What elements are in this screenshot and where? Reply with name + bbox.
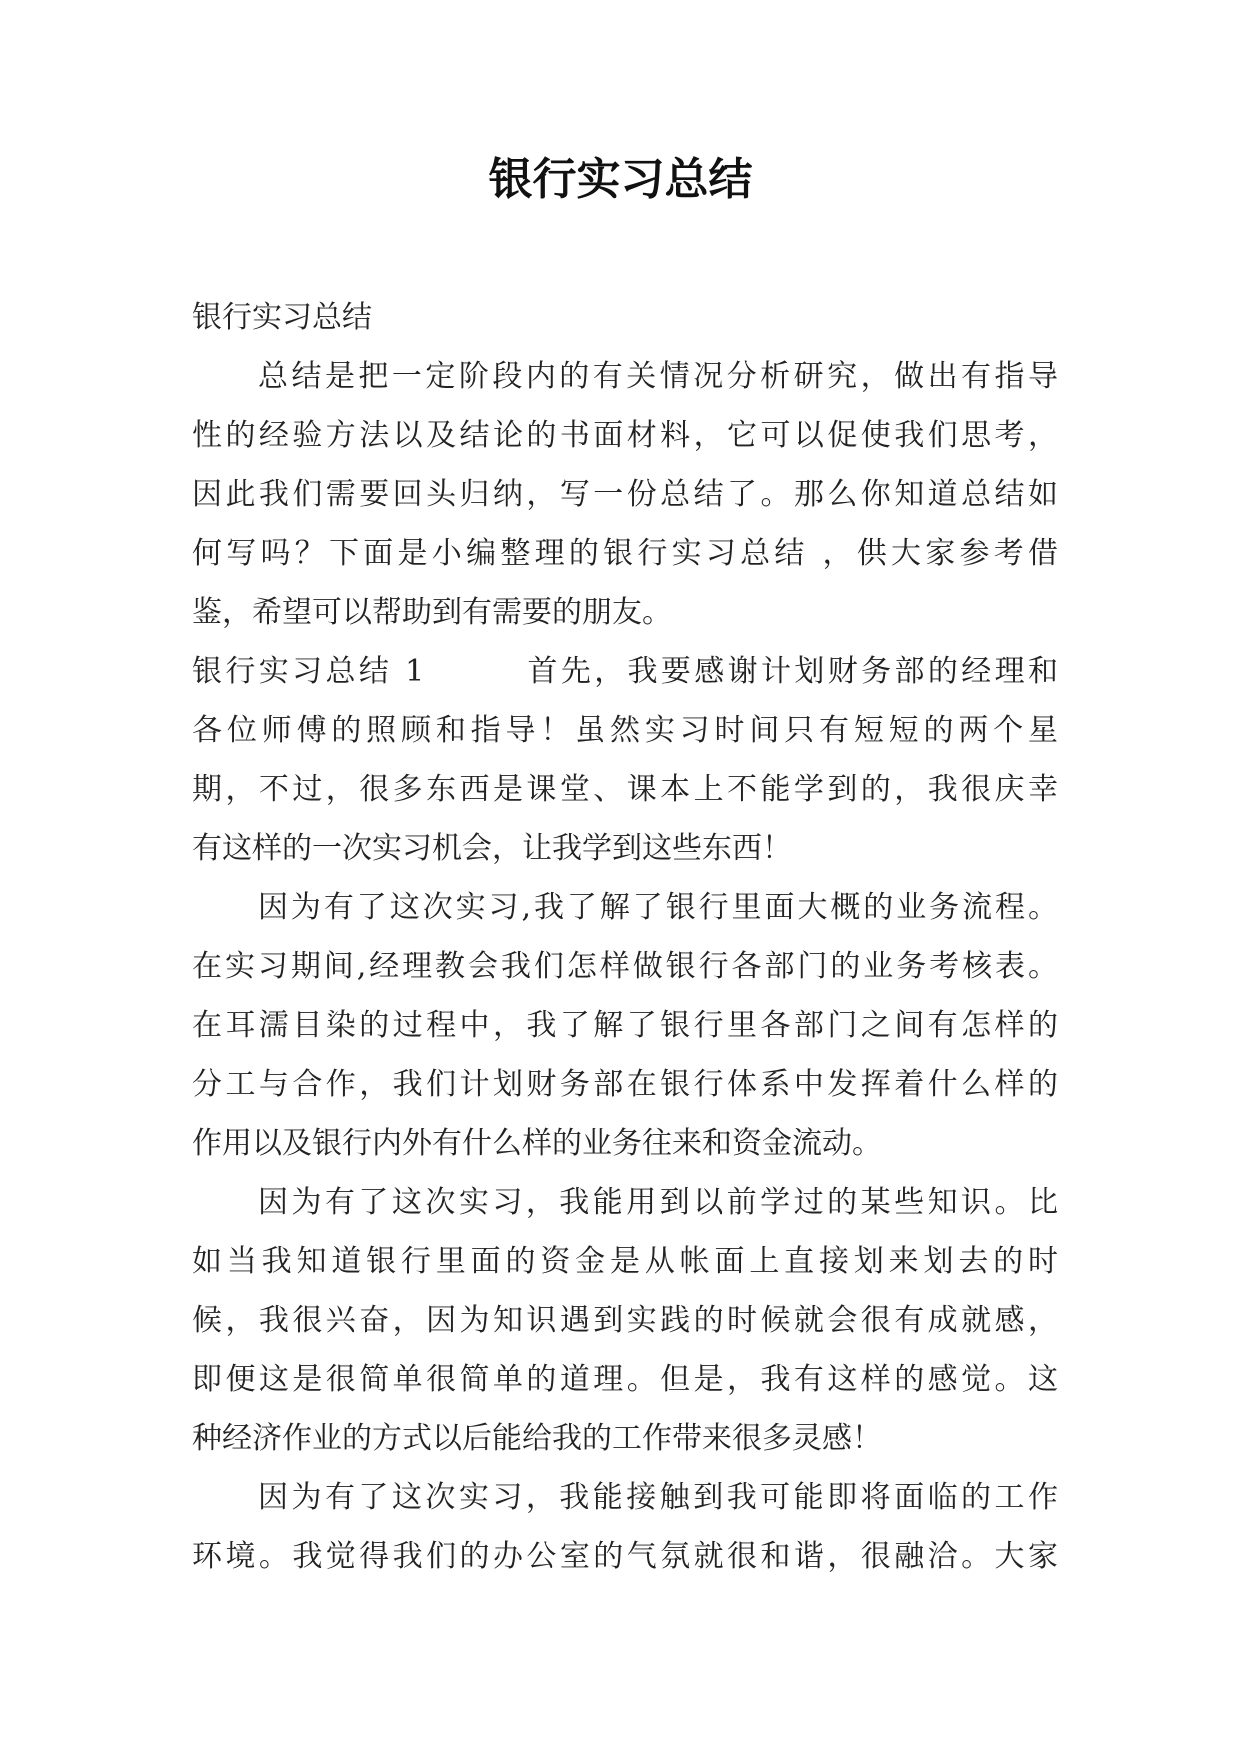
text-line: 种经济作业的方式以后能给我的工作带来很多灵感！ [192, 1421, 882, 1456]
text-line: 作用以及银行内外有什么样的业务往来和资金流动。 [192, 1126, 882, 1161]
text-line: 因为有了这次实习，我能用到以前学过的某些知识。比 [258, 1185, 1058, 1220]
text-line: 何写吗？下面是小编整理的银行实习总结 ，供大家参考借 [192, 536, 1058, 571]
text-line: 环境。我觉得我们的办公室的气氛就很和谐，很融洽。大家 [192, 1539, 1058, 1574]
document-body [192, 288, 1058, 1586]
text-line: 在实习期间,经理教会我们怎样做银行各部门的业务考核表。 [192, 949, 1058, 984]
text-line: 因为有了这次实习,我了解了银行里面大概的业务流程。 [258, 890, 1058, 925]
text-line: 分工与合作，我们计划财务部在银行体系中发挥着什么样的 [192, 1067, 1058, 1102]
text-line: 银行实习总结 [192, 300, 372, 335]
text-line: 性的经验方法以及结论的书面材料，它可以促使我们思考， [192, 418, 1058, 453]
text-line: 如当我知道银行里面的资金是从帐面上直接划来划去的时 [192, 1244, 1058, 1279]
text-line: 有这样的一次实习机会，让我学到这些东西！ [192, 831, 792, 866]
document-title: 银行实习总结 [488, 154, 753, 205]
text-line: 鉴，希望可以帮助到有需要的朋友。 [192, 595, 672, 630]
text-line: 候，我很兴奋，因为知识遇到实践的时候就会很有成就感， [192, 1303, 1058, 1338]
text-line: 银行实习总结 1 首先，我要感谢计划财务部的经理和 [192, 654, 1058, 689]
text-line: 总结是把一定阶段内的有关情况分析研究，做出有指导 [258, 359, 1058, 394]
text-line: 各位师傅的照顾和指导！虽然实习时间只有短短的两个星 [192, 713, 1058, 748]
text-line: 因为有了这次实习，我能接触到我可能即将面临的工作 [258, 1480, 1058, 1515]
text-line: 期，不过，很多东西是课堂、课本上不能学到的，我很庆幸 [192, 772, 1058, 807]
text-line: 在耳濡目染的过程中，我了解了银行里各部门之间有怎样的 [192, 1008, 1058, 1043]
text-line: 因此我们需要回头归纳，写一份总结了。那么你知道总结如 [192, 477, 1058, 512]
text-line: 即便这是很简单很简单的道理。但是，我有这样的感觉。这 [192, 1362, 1058, 1397]
